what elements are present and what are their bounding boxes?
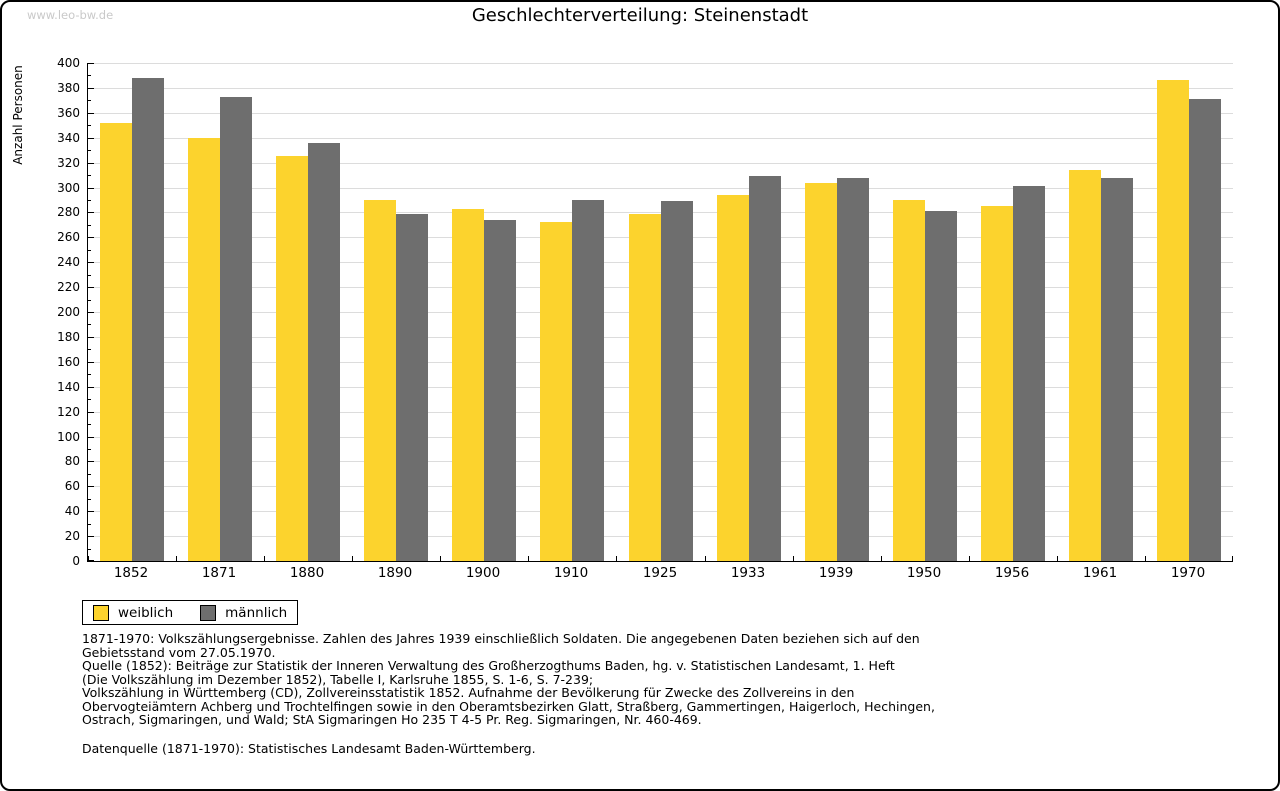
y-minor-tick (88, 150, 91, 151)
bar-maennlich-1950 (925, 211, 957, 561)
bar-maennlich-1871 (220, 97, 252, 561)
x-boundary-tick (176, 556, 177, 561)
gridline (88, 88, 1233, 89)
y-tick-label: 380 (57, 80, 80, 95)
y-major-tick (88, 536, 94, 537)
bar-weiblich-1880 (276, 156, 308, 561)
y-minor-tick (88, 499, 91, 500)
bar-weiblich-1871 (188, 138, 220, 561)
y-minor-tick (88, 200, 91, 201)
bar-maennlich-1880 (308, 143, 340, 561)
y-minor-tick (88, 524, 91, 525)
footer-line: 1871-1970: Volkszählungsergebnisse. Zahlen des Jahres 1939 einschließlich Soldaten. Die angegebenen Daten beziehen sich auf den (82, 631, 920, 646)
x-tick-label: 1939 (818, 565, 854, 581)
bar-maennlich-1910 (572, 200, 604, 561)
y-minor-tick (88, 424, 91, 425)
y-tick-label: 320 (57, 155, 80, 170)
y-minor-tick (88, 250, 91, 251)
x-boundary-tick (264, 556, 265, 561)
gridline (88, 113, 1233, 114)
y-major-tick (88, 163, 94, 164)
y-major-tick (88, 212, 94, 213)
y-axis-title: Anzahl Personen (11, 65, 25, 165)
footer-notes (82, 632, 1202, 727)
y-major-tick (88, 337, 94, 338)
y-tick-label: 220 (57, 280, 80, 295)
y-major-tick (88, 262, 94, 263)
y-major-tick (88, 312, 94, 313)
y-major-tick (88, 362, 94, 363)
gridline (88, 163, 1233, 164)
y-major-tick (88, 287, 94, 288)
y-minor-tick (88, 275, 91, 276)
y-major-tick (88, 486, 94, 487)
y-tick-label: 160 (57, 354, 80, 369)
bar-weiblich-1933 (717, 195, 749, 561)
y-major-tick (88, 412, 94, 413)
y-major-tick (88, 461, 94, 462)
y-tick-label: 20 (64, 529, 80, 544)
bar-weiblich-1939 (805, 183, 837, 561)
y-major-tick (88, 237, 94, 238)
bar-maennlich-1939 (837, 178, 869, 561)
y-minor-tick (88, 100, 91, 101)
x-tick-label: 1871 (201, 565, 237, 581)
x-boundary-tick (1232, 556, 1233, 561)
footer-line: Obervogteiämtern Achberg und Trochtelfingen sowie in den Oberamtsbezirken Glatt, Straßberg, Gammertingen, Haigerloch, Hechingen, (82, 698, 935, 714)
y-tick-label: 180 (57, 329, 80, 344)
x-boundary-tick (1145, 556, 1146, 561)
footer-line: Gebietsstand vom 27.05.1970. (82, 644, 276, 660)
y-minor-tick (88, 549, 91, 550)
x-boundary-tick (528, 556, 529, 561)
x-axis-labels (87, 565, 1232, 583)
x-tick-label: 1852 (113, 565, 149, 581)
plot-area (87, 63, 1233, 562)
y-major-tick (88, 437, 94, 438)
gridline (88, 63, 1233, 64)
y-major-tick (88, 113, 94, 114)
footer-line: Ostrach, Sigmaringen, und Wald; StA Sigmaringen Ho 235 T 4-5 Pr. Reg. Sigmaringen, Nr. 460-469. (82, 712, 702, 727)
bar-maennlich-1890 (396, 214, 428, 561)
bar-weiblich-1956 (981, 206, 1013, 561)
watermark: www.leo-bw.de (27, 8, 114, 22)
y-tick-label: 140 (57, 379, 80, 394)
bar-maennlich-1925 (661, 201, 693, 561)
y-major-tick (88, 188, 94, 189)
y-major-tick (88, 511, 94, 512)
y-tick-label: 300 (57, 180, 80, 195)
y-minor-tick (88, 399, 91, 400)
x-tick-label: 1950 (906, 565, 942, 581)
bar-maennlich-1852 (132, 78, 164, 561)
y-tick-label: 80 (64, 454, 80, 469)
bar-weiblich-1950 (893, 200, 925, 561)
y-tick-label: 280 (57, 205, 80, 220)
y-tick-label: 340 (57, 130, 80, 145)
x-tick-label: 1925 (642, 565, 678, 581)
y-minor-tick (88, 225, 91, 226)
y-minor-tick (88, 474, 91, 475)
y-major-tick (88, 387, 94, 388)
x-tick-label: 1910 (553, 565, 589, 581)
y-major-tick (88, 88, 94, 89)
x-boundary-tick (440, 556, 441, 561)
bar-weiblich-1910 (540, 222, 572, 561)
bar-maennlich-1900 (484, 220, 516, 561)
bar-weiblich-1961 (1069, 170, 1101, 561)
x-boundary-tick (969, 556, 970, 561)
x-tick-label: 1933 (730, 565, 766, 581)
x-boundary-tick (352, 556, 353, 561)
legend-label-maennlich: männlich (225, 604, 288, 621)
y-minor-tick (88, 324, 91, 325)
y-major-tick (88, 138, 94, 139)
y-tick-label: 100 (57, 429, 80, 444)
gridline (88, 138, 1233, 139)
x-boundary-tick (1057, 556, 1058, 561)
y-tick-label: 40 (64, 504, 80, 519)
bar-weiblich-1890 (364, 200, 396, 561)
y-minor-tick (88, 125, 91, 126)
y-tick-label: 200 (57, 305, 80, 319)
x-tick-label: 1961 (1082, 565, 1118, 581)
y-minor-tick (88, 300, 91, 301)
y-minor-tick (88, 349, 91, 350)
x-boundary-tick (88, 556, 89, 561)
x-boundary-tick (616, 556, 617, 561)
x-boundary-tick (881, 556, 882, 561)
footer-line: Volkszählung in Württemberg (CD), Zollvereinsstatistik 1852. Aufnahme der Bevölkerung für Zwecke des Zollvereins in den (82, 685, 855, 700)
y-minor-tick (88, 175, 91, 176)
x-tick-label: 1956 (994, 565, 1030, 581)
datasource-line: Datenquelle (1871-1970): Statistisches Landesamt Baden-Württemberg. (82, 741, 536, 756)
bar-weiblich-1970 (1157, 80, 1189, 561)
y-minor-tick (88, 75, 91, 76)
legend-swatch-weiblich (93, 605, 109, 621)
x-tick-label: 1890 (377, 565, 413, 581)
bar-weiblich-1900 (452, 209, 484, 561)
x-tick-label: 1900 (465, 565, 501, 581)
bar-weiblich-1852 (100, 123, 132, 561)
y-tick-label: 360 (57, 105, 80, 120)
legend-label-weiblich: weiblich (118, 604, 174, 621)
bar-maennlich-1970 (1189, 99, 1221, 561)
footer-line: Quelle (1852): Beiträge zur Statistik der Inneren Verwaltung des Großherzogthums Baden, hg. v. Statistischen Landesamt, 1. Heft (82, 658, 895, 673)
y-tick-label: 60 (64, 479, 80, 494)
legend (82, 600, 298, 625)
x-tick-label: 1880 (289, 565, 325, 581)
y-tick-label: 0 (72, 554, 80, 568)
x-boundary-tick (793, 556, 794, 561)
gridline (88, 188, 1233, 189)
legend-swatch-maennlich (200, 605, 216, 621)
x-tick-label: 1970 (1170, 565, 1206, 581)
y-major-tick (88, 63, 94, 64)
chart-title: Geschlechterverteilung: Steinenstadt (471, 5, 809, 26)
bar-weiblich-1925 (629, 214, 661, 561)
y-axis-labels (2, 56, 82, 568)
y-tick-label: 120 (57, 404, 80, 419)
y-minor-tick (88, 374, 91, 375)
bar-maennlich-1933 (749, 176, 781, 561)
footer-line: (Die Volkszählung im Dezember 1852), Tabelle I, Karlsruhe 1855, S. 1-6, S. 7-239; (82, 671, 594, 687)
bar-maennlich-1961 (1101, 178, 1133, 561)
y-tick-label: 240 (57, 255, 80, 270)
y-tick-label: 260 (57, 230, 80, 245)
y-minor-tick (88, 449, 91, 450)
y-tick-label: 400 (57, 56, 80, 70)
x-boundary-tick (705, 556, 706, 561)
bar-maennlich-1956 (1013, 186, 1045, 561)
